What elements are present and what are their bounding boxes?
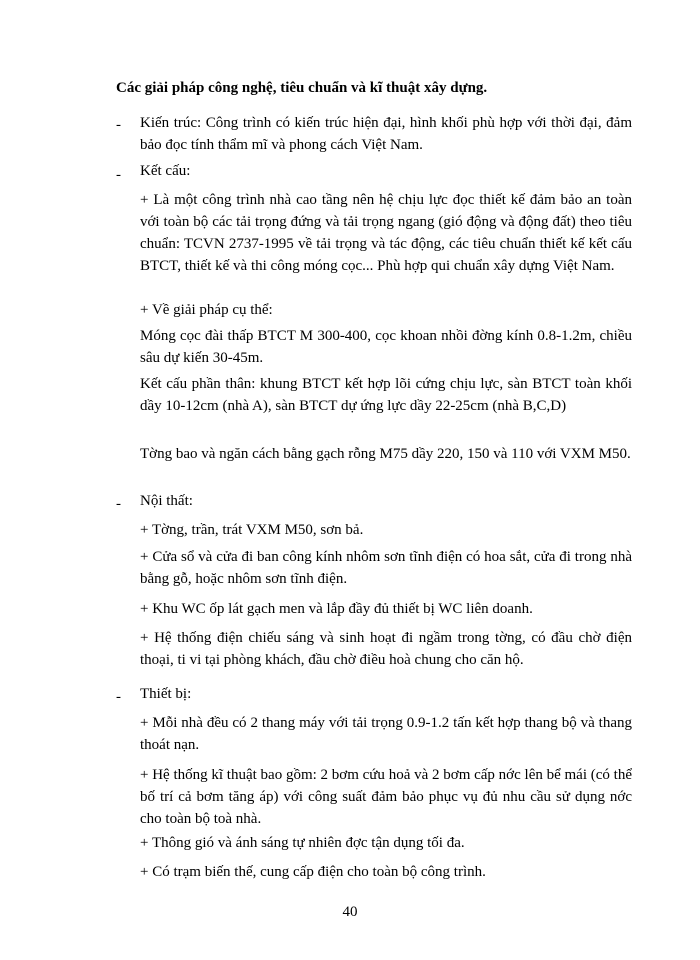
equipment-title: Thiết bị: <box>140 686 192 702</box>
dash-bullet: - <box>116 496 121 512</box>
equipment-item: + Thông gió và ánh sáng tự nhiên đợc tận dụng tối đa. <box>140 835 465 851</box>
structure-item: Móng cọc đài thấp BTCT M 300-400, cọc khoan nhồi đờng kính 0.8-1.2m, chiều sâu dự kiến 30-45m. <box>140 328 632 366</box>
interior-item: + Cửa sổ và cửa đi ban công kính nhôm sơn tĩnh điện có hoa sắt, cửa đi trong nhà bằng gỗ, hoặc nhôm sơn tĩnh điện. <box>140 549 632 587</box>
dash-bullet: - <box>116 689 121 705</box>
dash-bullet: - <box>116 117 121 133</box>
interior-item: + Tờng, trần, trát VXM M50, sơn bả. <box>140 522 364 538</box>
interior-item: + Hệ thống điện chiếu sáng và sinh hoạt đi ngầm trong tờng, có đầu chờ điện thoại, ti vi tại phòng khách, đầu chờ điều hoà chung cho căn hộ. <box>140 630 632 668</box>
equipment-item: + Hệ thống kĩ thuật bao gồm: 2 bơm cứu hoả và 2 bơm cấp nớc lên bể mái (có thể bố trí cả bơm tăng áp) với công suất đảm bảo phục vụ đủ nhu cầu sử dụng nớc cho toàn bộ toà nhà. <box>140 767 632 827</box>
equipment-item: + Có trạm biến thế, cung cấp điện cho toàn bộ công trình. <box>140 864 486 880</box>
architecture-paragraph: Kiến trúc: Công trình có kiến trúc hiện đại, hình khối phù hợp với thời đại, đảm bảo đọc tính thẩm mĩ và phong cách Việt Nam. <box>140 115 632 153</box>
equipment-item: + Mỗi nhà đều có 2 thang máy với tải trọng 0.9-1.2 tấn kết hợp thang bộ và thang thoát nạn. <box>140 715 632 753</box>
structure-item: Tờng bao và ngăn cách bằng gạch rỗng M75 dầy 220, 150 và 110 với VXM M50. <box>140 446 631 462</box>
page-number: 40 <box>342 904 358 920</box>
structure-item: + Là một công trình nhà cao tầng nên hệ chịu lực đọc thiết kế đảm bảo an toàn với toàn bộ các tải trọng đứng và tải trọng ngang (gió động và động đất) theo tiêu chuẩn: TCVN 2737-1995 về tải trọng và tác động, các tiêu chuẩn thiết kế kết cấu BTCT, thiết kế và thi công móng cọc... Phù hợp qui chuẩn xây dựng Việt Nam. <box>140 192 632 274</box>
interior-title: Nội thất: <box>140 493 193 509</box>
structure-title: Kết cấu: <box>140 163 191 179</box>
interior-item: + Khu WC ốp lát gạch men và lắp đầy đủ thiết bị WC liên doanh. <box>140 601 533 617</box>
structure-item: Kết cấu phần thân: khung BTCT kết hợp lõi cứng chịu lực, sàn BTCT toàn khối dầy 10-12cm (nhà A), sàn BTCT dự ứng lực dầy 22-25cm (nhà B,C,D) <box>140 376 632 414</box>
section-heading: Các giải pháp công nghệ, tiêu chuẩn và kĩ thuật xây dựng. <box>116 80 488 96</box>
structure-item: + Về giải pháp cụ thể: <box>140 302 273 318</box>
dash-bullet: - <box>116 167 121 183</box>
